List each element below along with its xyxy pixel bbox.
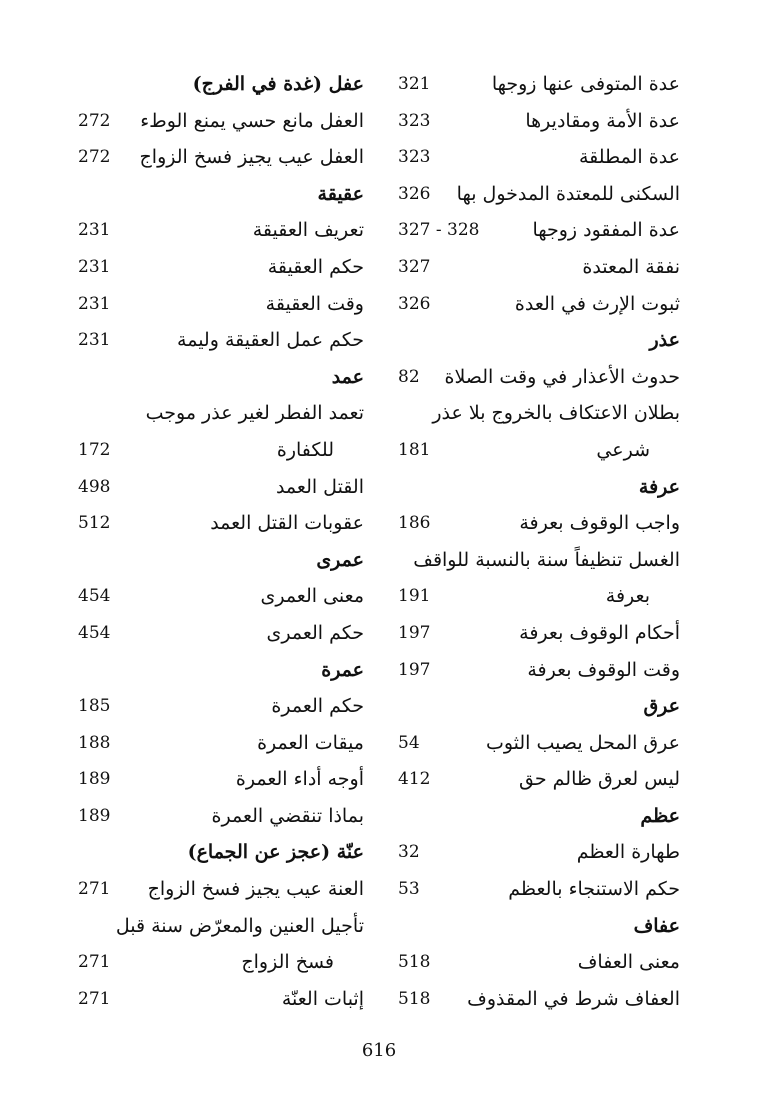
page-reference: 271	[78, 879, 111, 900]
index-heading	[78, 834, 364, 871]
entry-text: عدة المفقود زوجها	[532, 219, 680, 242]
index-entry	[78, 286, 364, 323]
page-reference: 53	[398, 879, 420, 900]
index-heading	[398, 908, 680, 945]
heading-text: عقيقة	[317, 182, 364, 205]
index-entry	[398, 103, 680, 140]
index-entry	[78, 615, 364, 652]
page-reference: 454	[78, 622, 111, 643]
page-reference: 32	[398, 842, 420, 863]
heading-text: عمد	[331, 365, 364, 388]
page-reference: 498	[78, 476, 111, 497]
heading-text: عفل (غدة في الفرج)	[192, 73, 364, 95]
page-reference: 272	[78, 147, 111, 168]
page-reference: 189	[78, 769, 111, 790]
page-reference: 323	[398, 147, 431, 168]
page-number: 616	[361, 1040, 397, 1061]
entry-text: القتل العمد	[275, 475, 364, 498]
index-entry	[78, 908, 364, 945]
index-entry	[398, 139, 680, 176]
entry-text: حكم العمرة	[271, 695, 364, 718]
index-entry	[78, 322, 364, 359]
index-heading	[78, 359, 364, 396]
index-entry	[398, 944, 680, 981]
index-entry	[398, 615, 680, 652]
heading-text: عمرة	[321, 658, 364, 681]
index-entry	[78, 944, 364, 981]
page-reference: 454	[78, 586, 111, 607]
page-reference: 327	[398, 256, 431, 277]
entry-text: تأجيل العنين والمعرّض سنة قبل	[115, 914, 364, 937]
index-entry	[398, 834, 680, 871]
entry-text: وقت الوقوف بعرفة	[527, 658, 680, 681]
index-entry	[398, 652, 680, 689]
page-reference: 326	[398, 293, 431, 314]
index-heading	[78, 66, 364, 103]
page-reference: 231	[78, 293, 111, 314]
entry-text: شرعي	[596, 438, 650, 461]
index-entry	[398, 871, 680, 908]
entry-text: تعريف العقيقة	[252, 219, 364, 242]
index-entry	[398, 542, 680, 579]
entry-text: عدة الأمة ومقاديرها	[525, 109, 680, 132]
page-reference: 321	[398, 74, 431, 94]
index-entry	[78, 725, 364, 762]
entry-text: حدوث الأعذار في وقت الصلاة	[444, 365, 680, 388]
entry-text: بماذا تنقضي العمرة	[211, 804, 364, 827]
index-entry	[78, 432, 364, 469]
page-reference: 272	[78, 110, 111, 131]
entry-text: طهارة العظم	[576, 841, 680, 864]
page-reference: 54	[398, 732, 420, 753]
index-entry	[398, 578, 680, 615]
index-entry	[78, 688, 364, 725]
index-entry	[398, 395, 680, 432]
entry-text: العنة عيب يجيز فسخ الزواج	[147, 878, 364, 901]
page-reference: 271	[78, 952, 111, 973]
entry-text: عقوبات القتل العمد	[210, 512, 364, 535]
heading-text: عذر	[649, 329, 680, 352]
page-reference: 82	[398, 366, 420, 387]
entry-text: بعرفة	[605, 585, 650, 608]
index-entry	[78, 395, 364, 432]
entry-text: حكم العقيقة	[267, 255, 364, 278]
index-heading	[398, 469, 680, 506]
entry-text: نفقة المعتدة	[582, 255, 680, 278]
heading-text: عرفة	[638, 475, 680, 498]
index-entry	[78, 212, 364, 249]
page-reference: 512	[78, 513, 111, 534]
entry-text: عدة المتوفى عنها زوجها	[491, 73, 680, 95]
heading-text: عرق	[643, 695, 680, 718]
index-heading	[78, 542, 364, 579]
index-entry	[78, 103, 364, 140]
page-reference: 518	[398, 988, 431, 1009]
entry-text: أوجه أداء العمرة	[235, 768, 364, 791]
index-entry	[398, 432, 680, 469]
index-heading	[398, 798, 680, 835]
entry-text: معنى العمرى	[260, 585, 364, 608]
entry-text: إثبات العنّة	[281, 987, 364, 1010]
page-reference: 231	[78, 330, 111, 351]
page-reference: 186	[398, 513, 431, 534]
heading-text: عظم	[640, 804, 680, 827]
entry-text: العفاف شرط في المقذوف	[467, 987, 680, 1010]
index-entry	[398, 505, 680, 542]
index-entry	[398, 212, 680, 249]
index-heading	[398, 688, 680, 725]
page-reference: 231	[78, 256, 111, 277]
index-entry	[78, 798, 364, 835]
page-reference: 197	[398, 659, 431, 680]
index-entry	[78, 761, 364, 798]
page-reference: 326	[398, 183, 431, 204]
entry-text: حكم العمرى	[266, 621, 364, 644]
index-entry	[78, 139, 364, 176]
index-entry	[78, 578, 364, 615]
index-entry	[78, 505, 364, 542]
index-heading	[398, 322, 680, 359]
index-entry	[78, 469, 364, 506]
heading-text: عنّة (عجز عن الجماع)	[187, 841, 364, 864]
index-entry	[398, 725, 680, 762]
page-reference: 191	[398, 586, 431, 607]
page-reference: 181	[398, 439, 431, 460]
entry-text: الغسل تنظيفاً سنة بالنسبة للواقف	[413, 548, 680, 571]
entry-text: حكم الاستنجاء بالعظم	[508, 878, 680, 901]
entry-text: حكم عمل العقيقة وليمة	[177, 329, 364, 352]
entry-text: وقت العقيقة	[265, 292, 364, 315]
entry-text: تعمد الفطر لغير عذر موجب	[145, 402, 364, 425]
page-reference: 231	[78, 220, 111, 241]
index-entry	[398, 286, 680, 323]
index-entry	[398, 176, 680, 213]
entry-text: ليس لعرق ظالم حق	[519, 768, 680, 791]
page-reference: 327 - 328	[398, 220, 480, 241]
page-reference: 197	[398, 622, 431, 643]
index-entry	[78, 981, 364, 1018]
heading-text: عفاف	[633, 914, 680, 937]
index-column-right	[398, 66, 680, 1017]
entry-text: واجب الوقوف بعرفة	[519, 512, 680, 535]
index-entry	[78, 871, 364, 908]
index-entry	[398, 981, 680, 1018]
entry-text: معنى العفاف	[577, 951, 680, 974]
entry-text: بطلان الاعتكاف بالخروج بلا عذر	[432, 402, 680, 425]
entry-text: العفل عيب يجيز فسخ الزواج	[139, 146, 364, 169]
page-reference: 412	[398, 769, 431, 790]
index-heading	[78, 652, 364, 689]
entry-text: أحكام الوقوف بعرفة	[519, 621, 680, 644]
entry-text: عدة المطلقة	[578, 146, 680, 169]
entry-text: للكفارة	[276, 438, 334, 461]
page-reference: 271	[78, 988, 111, 1009]
entry-text: ثبوت الإرث في العدة	[514, 292, 680, 315]
page-reference: 323	[398, 110, 431, 131]
page-reference: 189	[78, 805, 111, 826]
index-entry	[398, 249, 680, 286]
index-column-left	[78, 66, 364, 1017]
entry-text: فسخ الزواج	[241, 951, 334, 974]
index-entry	[398, 66, 680, 103]
page-reference: 172	[78, 439, 111, 460]
index-entry	[398, 761, 680, 798]
index-entry	[398, 359, 680, 396]
heading-text: عمرى	[316, 548, 364, 571]
entry-text: العفل مانع حسي يمنع الوطء	[140, 109, 364, 132]
page-reference: 185	[78, 696, 111, 717]
page-reference: 188	[78, 732, 111, 753]
entry-text: عرق المحل يصيب الثوب	[485, 731, 680, 754]
entry-text: السكنى للمعتدة المدخول بها	[456, 182, 680, 205]
index-entry	[78, 249, 364, 286]
entry-text: ميقات العمرة	[257, 731, 364, 754]
page-reference: 518	[398, 952, 431, 973]
index-heading	[78, 176, 364, 213]
